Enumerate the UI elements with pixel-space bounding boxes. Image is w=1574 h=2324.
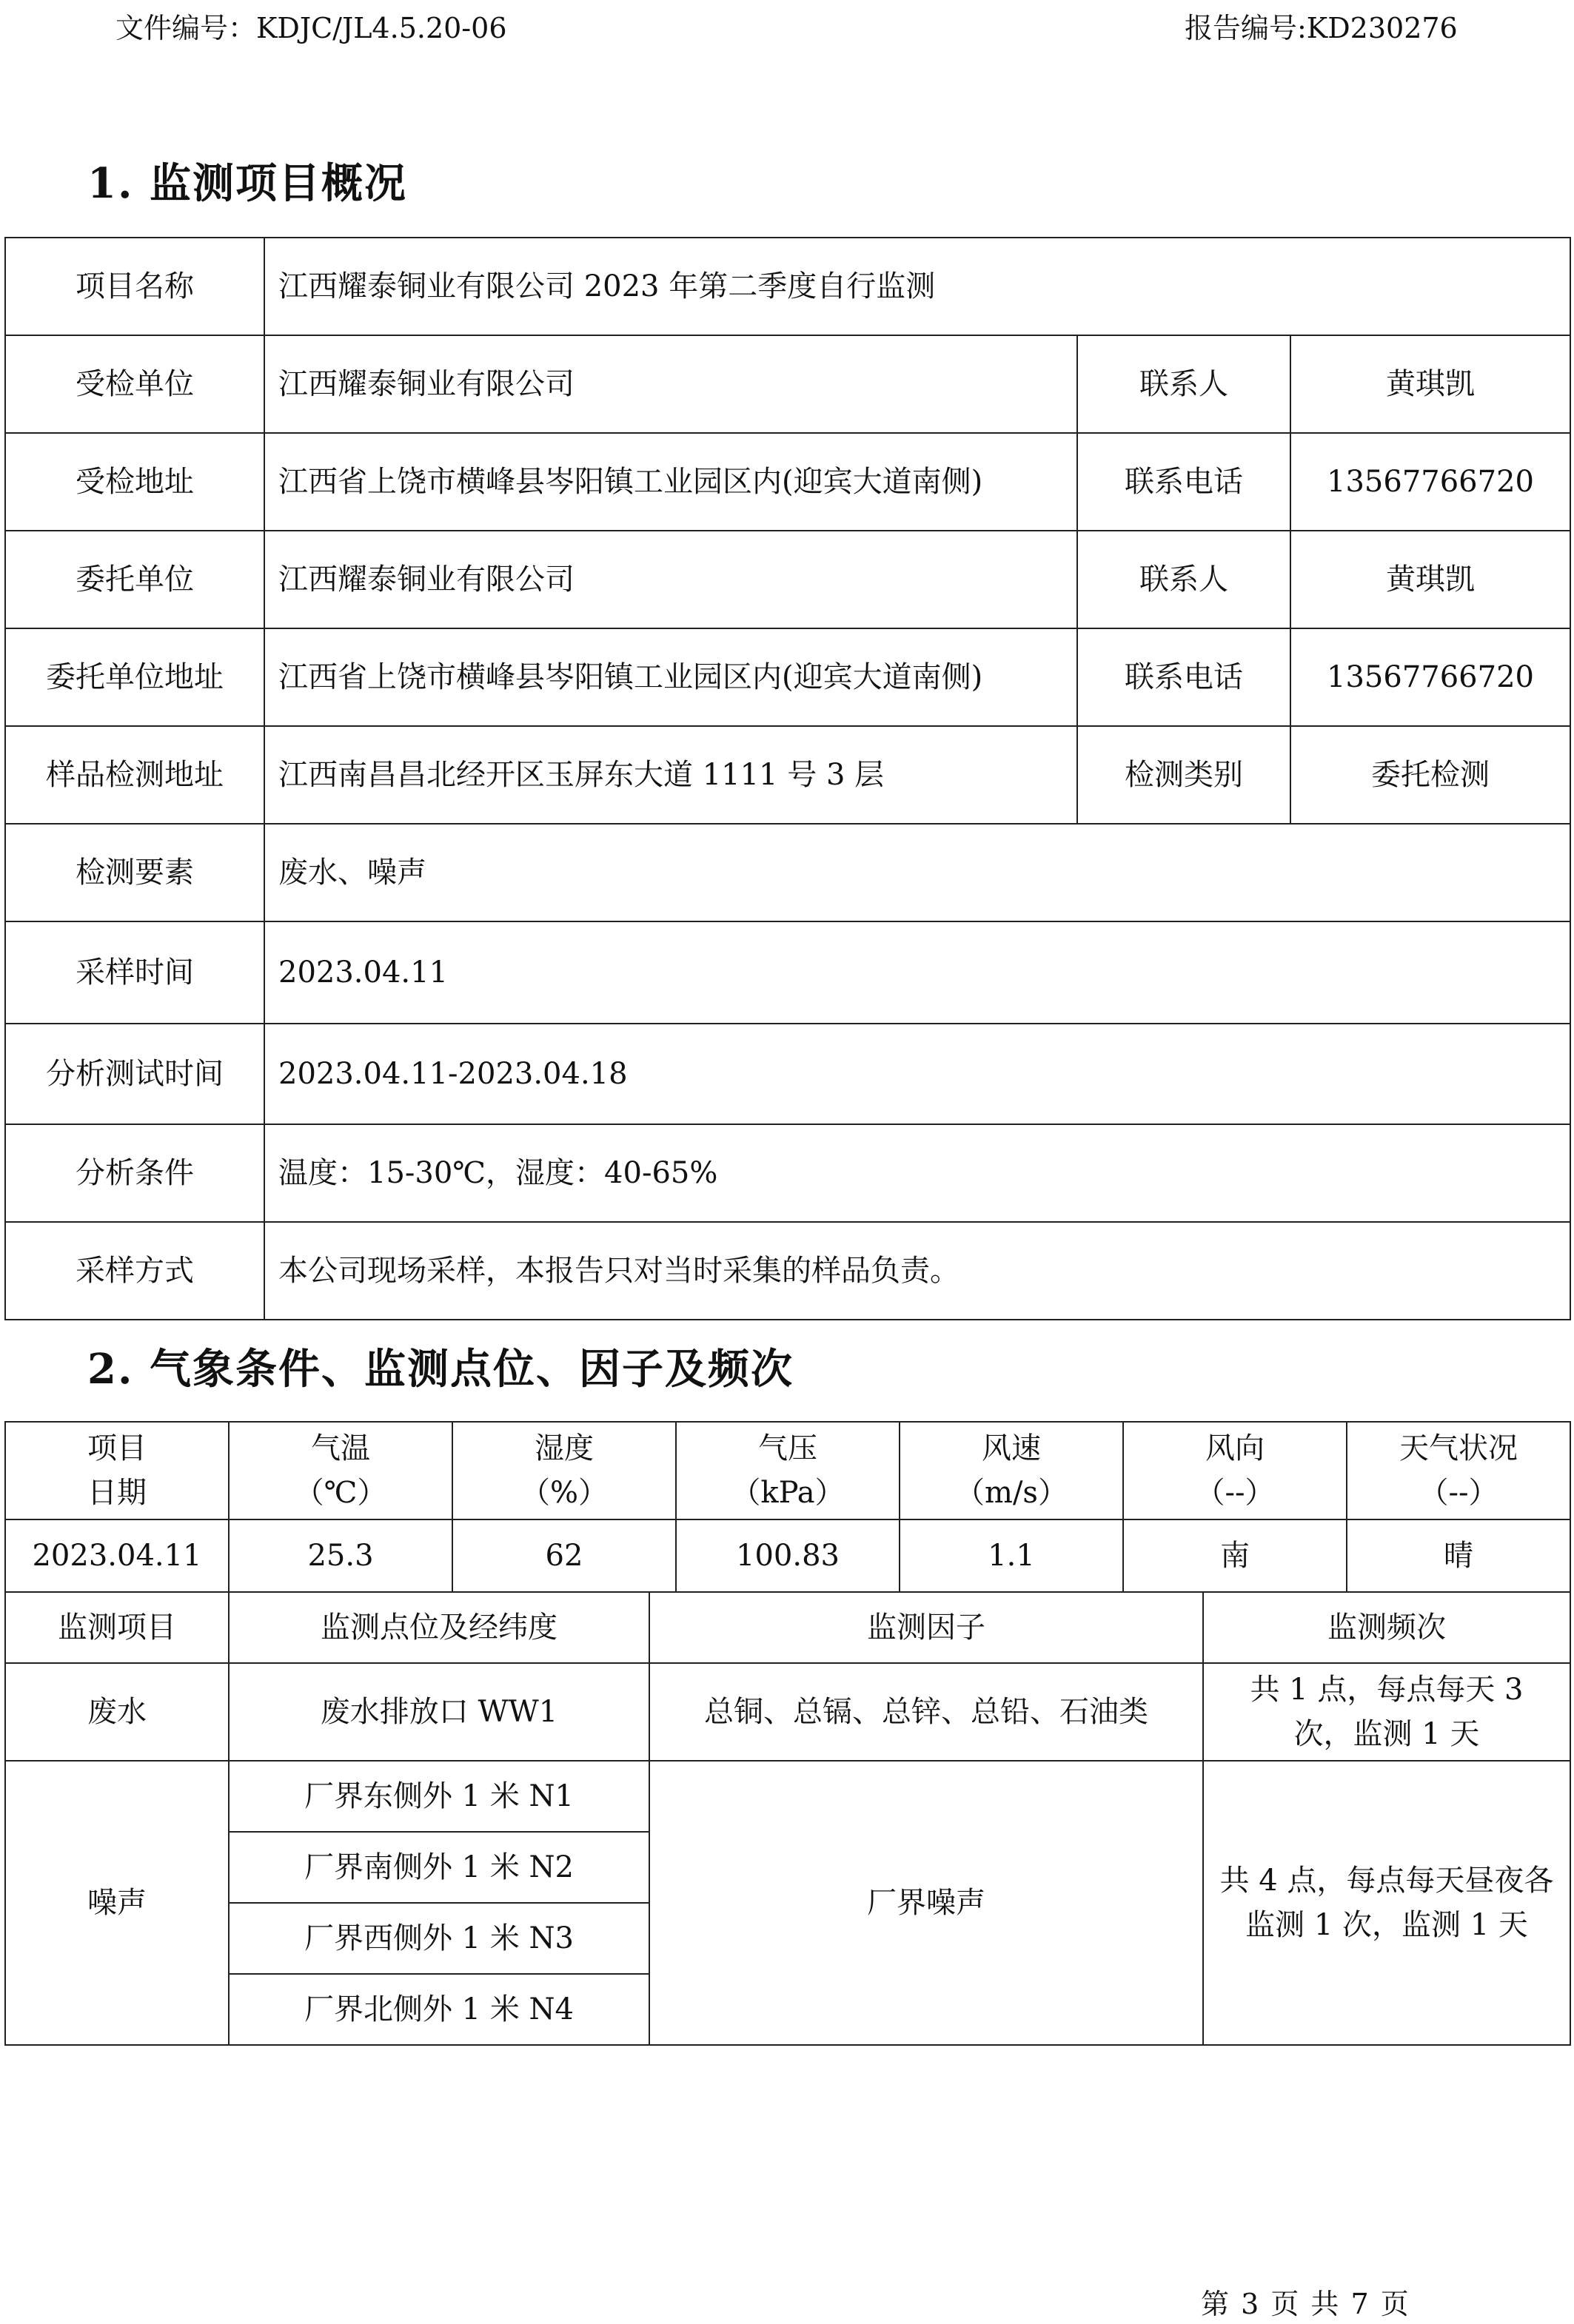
weather-header-pressure: 气压 （kPa）	[676, 1422, 900, 1519]
noise-factors: 厂界噪声	[649, 1761, 1203, 2045]
table-row	[5, 1519, 1570, 1592]
sample-address-value: 江西南昌昌北经开区玉屏东大道 1111 号 3 层	[264, 726, 1077, 824]
weather-header-condition: 天气状况 （--）	[1347, 1422, 1570, 1519]
wastewater-freq: 共 1 点，每点每天 3 次，监测 1 天	[1203, 1663, 1570, 1761]
table-row	[5, 1422, 1570, 1519]
monitor-header-factor: 监测因子	[649, 1592, 1203, 1663]
analysis-time-value: 2023.04.11-2023.04.18	[264, 1024, 1570, 1124]
table-row	[5, 1222, 1570, 1320]
page-number: 第 3 页 共 7 页	[1201, 2288, 1410, 2320]
table-row	[5, 335, 1570, 433]
sampling-time-value: 2023.04.11	[264, 921, 1570, 1024]
table-row	[5, 1592, 1570, 1663]
table-row	[5, 238, 1570, 335]
table-row	[5, 433, 1570, 531]
monitor-header-item: 监测项目	[5, 1592, 229, 1663]
inspected-address-label: 受检地址	[5, 433, 264, 531]
weather-table	[4, 1421, 1571, 1593]
client-phone-label: 联系电话	[1077, 628, 1290, 726]
table-row	[5, 1024, 1570, 1124]
inspected-unit-value: 江西耀泰铜业有限公司	[264, 335, 1077, 433]
client-phone-value: 13567766720	[1290, 628, 1570, 726]
analysis-cond-label: 分析条件	[5, 1124, 264, 1222]
table-row	[5, 726, 1570, 824]
project-name-value: 江西耀泰铜业有限公司 2023 年第二季度自行监测	[264, 238, 1570, 335]
table-row	[5, 1124, 1570, 1222]
analysis-cond-value: 温度：15-30℃，湿度：40-65%	[264, 1124, 1570, 1222]
elements-label: 检测要素	[5, 824, 264, 921]
client-address-label: 委托单位地址	[5, 628, 264, 726]
client-contact-label: 联系人	[1077, 531, 1290, 628]
table-row	[5, 1761, 1570, 1832]
analysis-time-label: 分析测试时间	[5, 1024, 264, 1124]
noise-point-2: 厂界南侧外 1 米 N2	[229, 1832, 649, 1903]
sampling-method-value: 本公司现场采样，本报告只对当时采集的样品负责。	[264, 1222, 1570, 1320]
weather-humidity: 62	[452, 1519, 676, 1592]
sample-address-label: 样品检测地址	[5, 726, 264, 824]
section2-title: 2. 气象条件、监测点位、因子及频次	[87, 1345, 794, 1394]
inspected-address-value: 江西省上饶市横峰县岑阳镇工业园区内(迎宾大道南侧)	[264, 433, 1077, 531]
noise-item: 噪声	[5, 1761, 229, 2045]
project-overview-table	[4, 237, 1571, 1320]
client-contact-value: 黄琪凯	[1290, 531, 1570, 628]
inspected-unit-label: 受检单位	[5, 335, 264, 433]
client-unit-label: 委托单位	[5, 531, 264, 628]
table-row	[5, 824, 1570, 921]
table-row	[5, 628, 1570, 726]
monitor-header-freq: 监测频次	[1203, 1592, 1570, 1663]
weather-header-wind-speed: 风速 （m/s）	[900, 1422, 1123, 1519]
weather-header-temp: 气温 （℃）	[229, 1422, 452, 1519]
weather-temp: 25.3	[229, 1519, 452, 1592]
contact-value: 黄琪凯	[1290, 335, 1570, 433]
weather-header-humidity: 湿度 （%）	[452, 1422, 676, 1519]
file-number: 文件编号：KDJC/JL4.5.20-06	[115, 12, 507, 44]
client-unit-value: 江西耀泰铜业有限公司	[264, 531, 1077, 628]
sampling-method-label: 采样方式	[5, 1222, 264, 1320]
monitor-header-point: 监测点位及经纬度	[229, 1592, 649, 1663]
section1-title: 1. 监测项目概况	[87, 159, 407, 208]
weather-wind-speed: 1.1	[900, 1519, 1123, 1592]
noise-point-3: 厂界西侧外 1 米 N3	[229, 1903, 649, 1974]
table-row	[5, 531, 1570, 628]
table-row	[5, 921, 1570, 1024]
sampling-time-label: 采样时间	[5, 921, 264, 1024]
weather-header-date: 项目 日期	[5, 1422, 229, 1519]
wastewater-item: 废水	[5, 1663, 229, 1761]
noise-point-4: 厂界北侧外 1 米 N4	[229, 1974, 649, 2045]
project-name-label: 项目名称	[5, 238, 264, 335]
wastewater-point: 废水排放口 WW1	[229, 1663, 649, 1761]
phone-label: 联系电话	[1077, 433, 1290, 531]
client-address-value: 江西省上饶市横峰县岑阳镇工业园区内(迎宾大道南侧)	[264, 628, 1077, 726]
contact-label: 联系人	[1077, 335, 1290, 433]
weather-header-wind-dir: 风向 （--）	[1123, 1422, 1347, 1519]
monitoring-table	[4, 1591, 1571, 2046]
weather-condition: 晴	[1347, 1519, 1570, 1592]
noise-point-1: 厂界东侧外 1 米 N1	[229, 1761, 649, 1832]
noise-freq: 共 4 点，每点每天昼夜各监测 1 次，监测 1 天	[1203, 1761, 1570, 2045]
phone-value: 13567766720	[1290, 433, 1570, 531]
test-type-value: 委托检测	[1290, 726, 1570, 824]
table-row	[5, 1663, 1570, 1761]
weather-pressure: 100.83	[676, 1519, 900, 1592]
weather-date: 2023.04.11	[5, 1519, 229, 1592]
test-type-label: 检测类别	[1077, 726, 1290, 824]
elements-value: 废水、噪声	[264, 824, 1570, 921]
report-number: 报告编号:KD230276	[1185, 12, 1458, 44]
wastewater-factors: 总铜、总镉、总锌、总铅、石油类	[649, 1663, 1203, 1761]
weather-wind-dir: 南	[1123, 1519, 1347, 1592]
